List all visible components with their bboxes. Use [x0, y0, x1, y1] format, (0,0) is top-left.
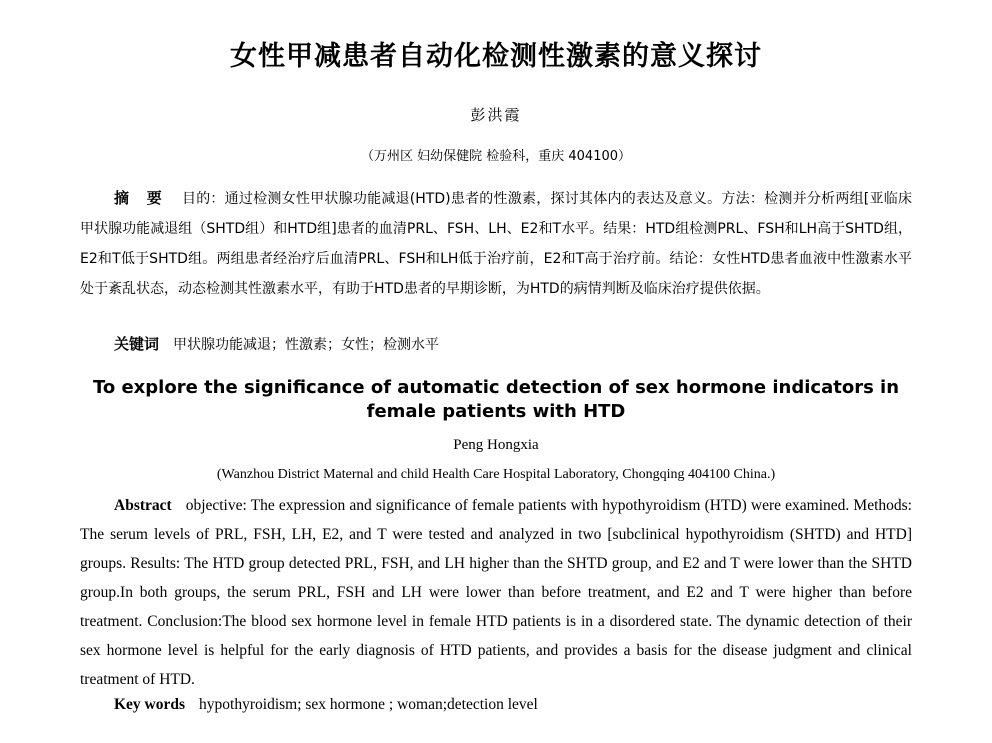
- chinese-keywords-label: 关键词: [114, 335, 160, 353]
- chinese-affiliation: （万州区 妇幼保健院 检验科，重庆 404100）: [360, 149, 632, 164]
- english-abstract: [80, 491, 912, 694]
- chinese-abstract-text: 目的：通过检测女性甲状腺功能减退(HTD)患者的性激素，探讨其体内的表达及意义。方法：检测并分析两组[亚临床甲状腺功能减退组（SHTD组）和HTD组]患者的血清PRL、FSH、LH、E2和T水平。结果：HTD组检测PRL、FSH和LH高于SHTD组，E2和T低于SHTD组。两组患者经治疗后血清PRL、FSH和LH低于治疗前，E2和T高于治疗前。结论：女性HTD患者血液中性激素水平处于紊乱状态，动态检测其性激素水平，有助于HTD患者的早期诊断，为HTD的病情判断及临床治疗提供依据。: [80, 191, 912, 297]
- english-abstract-label: Abstract: [114, 497, 172, 514]
- english-abstract-text: objective: The expression and significance of female patients with hypothyroidism (HTD) were examined. Methods: The serum levels of PRL, FSH, LH, E2, and T were tested and analyzed in two [subclinical hypothyroidism (SHTD) and HTD] groups. Results: The HTD group detected PRL, FSH, and LH higher than the SHTD group, and E2 and T were lower than the SHTD group.In both groups, the serum PRL, FSH and LH were lower than before treatment, and E2 and T were higher than before treatment. Conclusion:The blood sex hormone level in female HTD patients is in a disordered state. The dynamic detection of their sex hormone level is helpful for the early diagnosis of HTD patients, and provides a basis for the disease judgment and clinical treatment of HTD.: [80, 497, 912, 688]
- english-keywords-text: hypothyroidism; sex hormone ; woman;detection level: [199, 696, 538, 713]
- english-keywords: [114, 696, 538, 714]
- english-title: To explore the significance of automatic detection of sex hormone indicators in female patients with HTD: [92, 377, 900, 422]
- chinese-author: 彭洪霞: [470, 106, 522, 124]
- chinese-title: 女性甲减患者自动化检测性激素的意义探讨: [230, 41, 762, 72]
- english-keywords-label: Key words: [114, 696, 186, 713]
- chinese-keywords: [114, 333, 439, 354]
- english-author: Peng Hongxia: [453, 437, 539, 453]
- chinese-abstract-label: 摘 要: [114, 189, 168, 207]
- english-affiliation: (Wanzhou District Maternal and child Health Care Hospital Laboratory, Chongqing 404100 China.): [216, 467, 776, 482]
- chinese-keywords-text: 甲状腺功能减退；性激素；女性；检测水平: [173, 337, 440, 353]
- chinese-abstract: [80, 183, 912, 304]
